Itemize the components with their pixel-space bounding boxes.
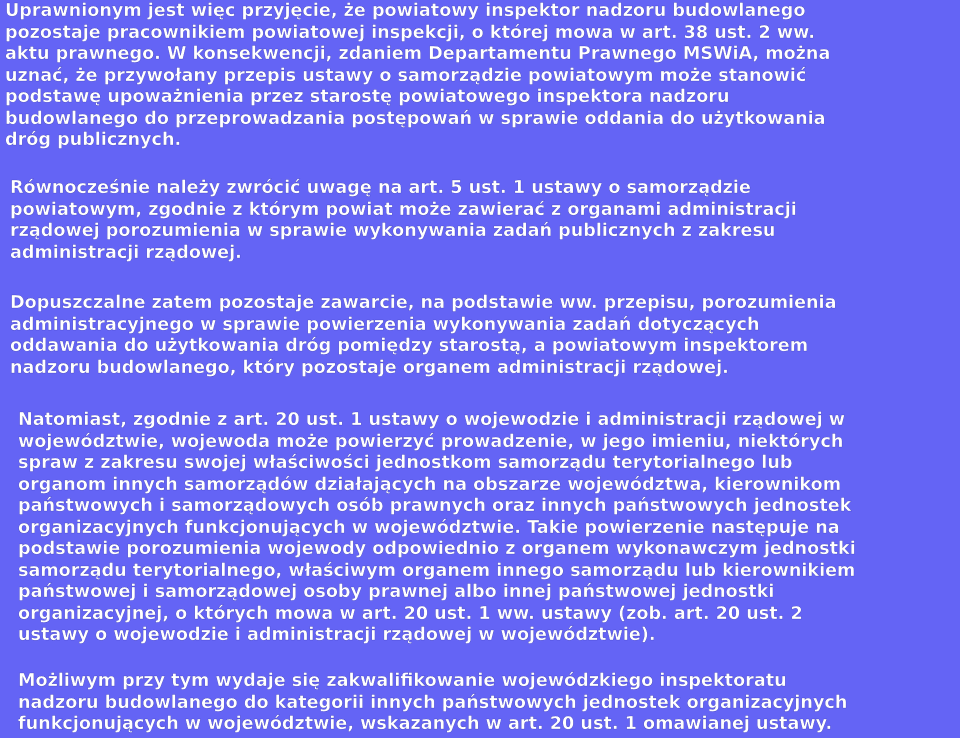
paragraph-art-20-voivode: Natomiast, zgodnie z art. 20 ust. 1 ustawy o wojewodzie i administracji rządowej w województwie, wojewoda może powierzyć prowadzenie, w jego imieniu, niektórych spraw z zakresu swojej właściwości jednostkom samorządu terytorialnego lub organom innych samorządów działających na obszarze województwa, kierownikom państwowych i samorządowych osób prawnych oraz innych państwowych jednostek organizacyjnych funkcjonujących w województwie. Takie powierzenie następuje na podstawie porozumienia wojewody odpowiednio z organem wykonawczym jednostki samorządu terytorialnego, właściwym organem innego samorządu lub kierownikiem państwowej i samorządowej osoby prawnej albo innej państwowej jednostki organizacyjnej, o których mowa w art. 20 ust. 1 ww. ustawy (zob. art. 20 ust. 2 ustawy o wojewodzie i administracji rządowej w województwie). — [18, 410, 856, 645]
paragraph-art-5-agreement: Równocześnie należy zwrócić uwagę na art. 5 ust. 1 ustawy o samorządzie powiatowym, zgodnie z którym powiat może zawierać z organami administracji rządowej porozumienia w sprawie wykonywania zadań publicznych z zakresu administracji rządowej. — [10, 178, 797, 263]
paragraph-voivodeship-inspectorate: Możliwym przy tym wydaje się zakwalifikowanie wojewódzkiego inspektoratu nadzoru budowlanego do kategorii innych państwowych jednostek organizacyjnych funkcjonujących w województwie, wskazanych w art. 20 ust. 1 omawianej ustawy. — [18, 671, 848, 734]
paragraph-inspector-status: Uprawnionym jest więc przyjęcie, że powiatowy inspektor nadzoru budowlanego pozostaje pracownikiem powiatowej inspekcji, o której mowa w art. 38 ust. 2 ww. aktu prawnego. W konsekwencji, zdaniem Departamentu Prawnego MSWiA, można uznać, że przywołany przepis ustawy o samorządzie powiatowym może stanowić podstawę upoważnienia przez starostę powiatowego inspektora nadzoru budowlanego do przeprowadzania postępowań w sprawie oddania do użytkowania dróg publicznych. — [5, 1, 831, 150]
paragraph-administrative-agreement: Dopuszczalne zatem pozostaje zawarcie, na podstawie ww. przepisu, porozumienia administracyjnego w sprawie powierzenia wykonywania zadań dotyczących oddawania do użytkowania dróg pomiędzy starostą, a powiatowym inspektorem nadzoru budowlanego, który pozostaje organem administracji rządowej. — [10, 293, 837, 378]
